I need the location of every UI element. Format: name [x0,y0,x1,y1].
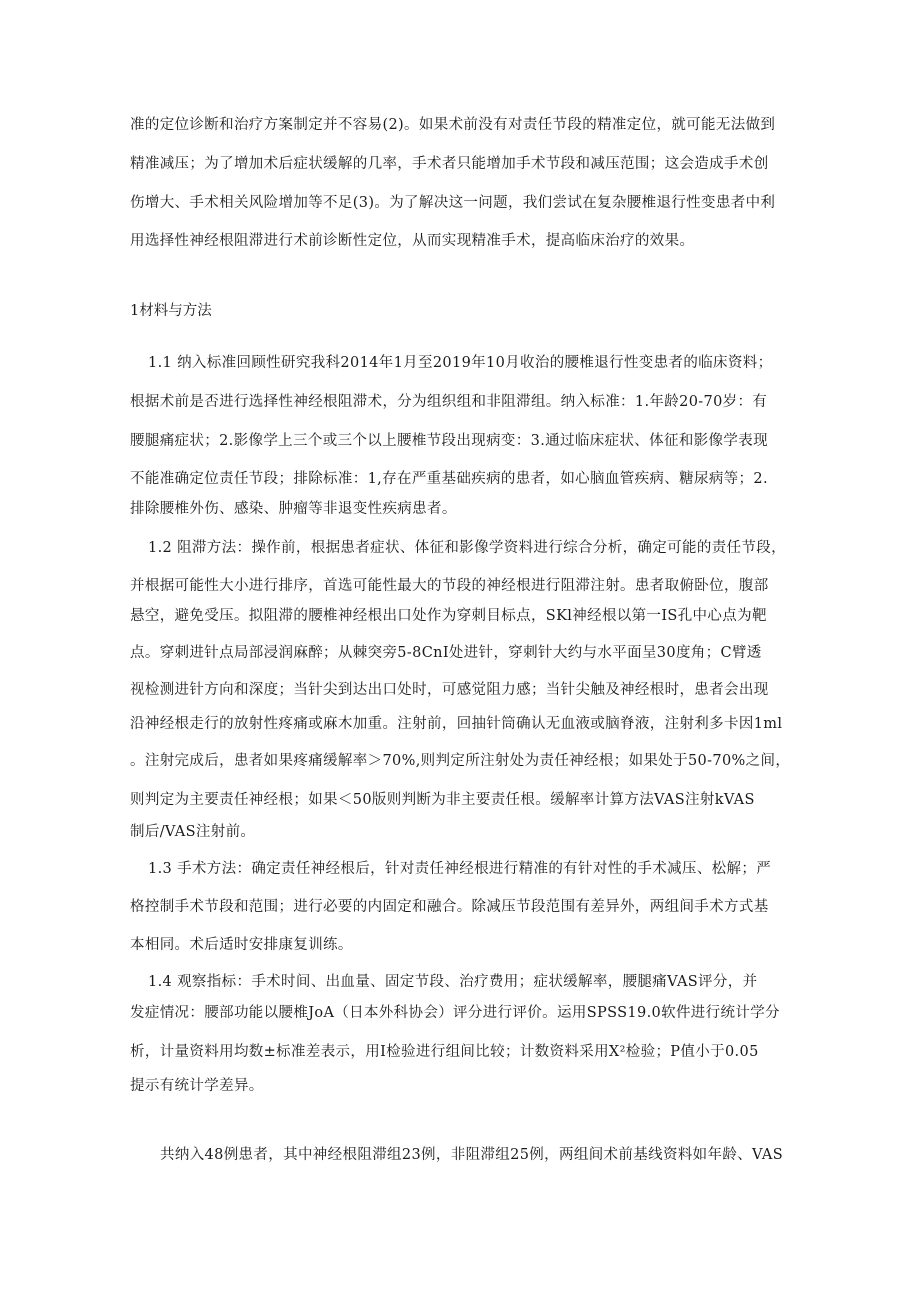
s11-line-1: 1.1 纳入标准回顾性研究我科2014年1月至2019年10月收治的腰椎退行性变患者的临床资料； [148,355,773,371]
section-heading: 1材料与方法 [130,303,212,319]
s11-line-5: 排除腰椎外伤、感染、肿瘤等非退变性疾病患者。 [130,501,457,517]
s14-line-3: 析，计量资料用均数±标准差表示，用I检验进行组间比较；计数资料采用X²检验；P值小于0.05 [130,1044,759,1060]
results-line-1: 共纳入48例患者，其中神经根阻滞组23例，非阻滞组25例，两组间术前基线资料如年龄、VAS [160,1147,783,1163]
s12-line-3: 悬空，避免受压。拟阻滞的腰椎神经根出口处作为穿刺目标点，SKl神经根以第一IS孔中心点为靶 [130,608,767,624]
s12-line-8: 则判定为主要责任神经根；如果＜50版则判断为非主要责任根。缓解率计算方法VAS注射kVAS [130,792,755,808]
intro-line-1: 准的定位诊断和治疗方案制定并不容易(2)。如果术前没有对责任节段的精准定位，就可能无法做到 [130,117,776,133]
s13-line-3: 本相同。术后适时安排康复训练。 [130,937,353,953]
s14-line-4: 提示有统计学差异。 [130,1078,264,1094]
s11-line-3: 腰腿痛症状；2.影像学上三个或三个以上腰椎节段出现病变：3.通过临床症状、体征和影像学表现 [130,433,768,449]
s11-line-2: 根据术前是否进行选择性神经根阻滞术，分为组织组和非阻滞组。纳入标准：1.年龄20-70岁：有 [130,394,768,410]
intro-line-4: 用选择性神经根阻滞进行术前诊断性定位，从而实现精准手术，提高临床治疗的效果。 [130,233,695,249]
s12-line-9: 制后/VAS注射前。 [130,824,256,840]
s13-line-1: 1.3 手术方法：确定责任神经根后，针对责任神经根进行精准的有针对性的手术减压、松解；严 [148,861,772,877]
s12-line-2: 并根据可能性大小进行排序，首选可能性最大的节段的神经根进行阻滞注射。患者取俯卧位，腹部 [130,578,769,594]
s13-line-2: 格控制手术节段和范围；进行必要的内固定和融合。除减压节段范围有差异外，两组间手术方式基 [130,899,769,915]
s14-line-2: 发症情况：腰部功能以腰椎JoA（日本外科协会）评分进行评价。运用SPSS19.0软件进行统计学分 [130,1005,780,1021]
intro-line-2: 精准减压；为了增加术后症状缓解的几率，手术者只能增加手术节段和减压范围；这会造成手术创 [130,156,769,172]
s14-line-1: 1.4 观察指标：手术时间、出血量、固定节段、治疗费用；症状缓解率，腰腿痛VAS评分，并 [148,974,758,990]
s12-line-6: 沿神经根走行的放射性疼痛或麻木加重。注射前，回抽针筒确认无血液或脑脊液，注射利多卡因1ml [130,716,783,732]
s12-line-1: 1.2 阻滞方法：操作前，根据患者症状、体征和影像学资料进行综合分析，确定可能的责任节段， [148,540,786,556]
s12-line-5: 视检测进针方向和深度；当针尖到达出口处时，可感觉阻力感；当针尖触及神经根时，患者会出现 [130,682,769,698]
s12-line-7: 。注射完成后，患者如果疼痛缓解率＞70%,则判定所注射处为责任神经根；如果处于50-70%之间， [130,753,791,769]
intro-line-3: 伤增大、手术相关风险增加等不足(3)。为了解决这一问题，我们尝试在复杂腰椎退行性变患者中利 [130,195,776,211]
s11-line-4: 不能准确定位责任节段；排除标准：1,存在严重基础疾病的患者，如心脑血管疾病、糖尿病等；2. [130,471,768,487]
s12-line-4: 点。穿刺进针点局部浸润麻醉；从棘突旁5-8CnI处进针，穿刺针大约与水平面呈30度角；C臂透 [130,645,762,661]
